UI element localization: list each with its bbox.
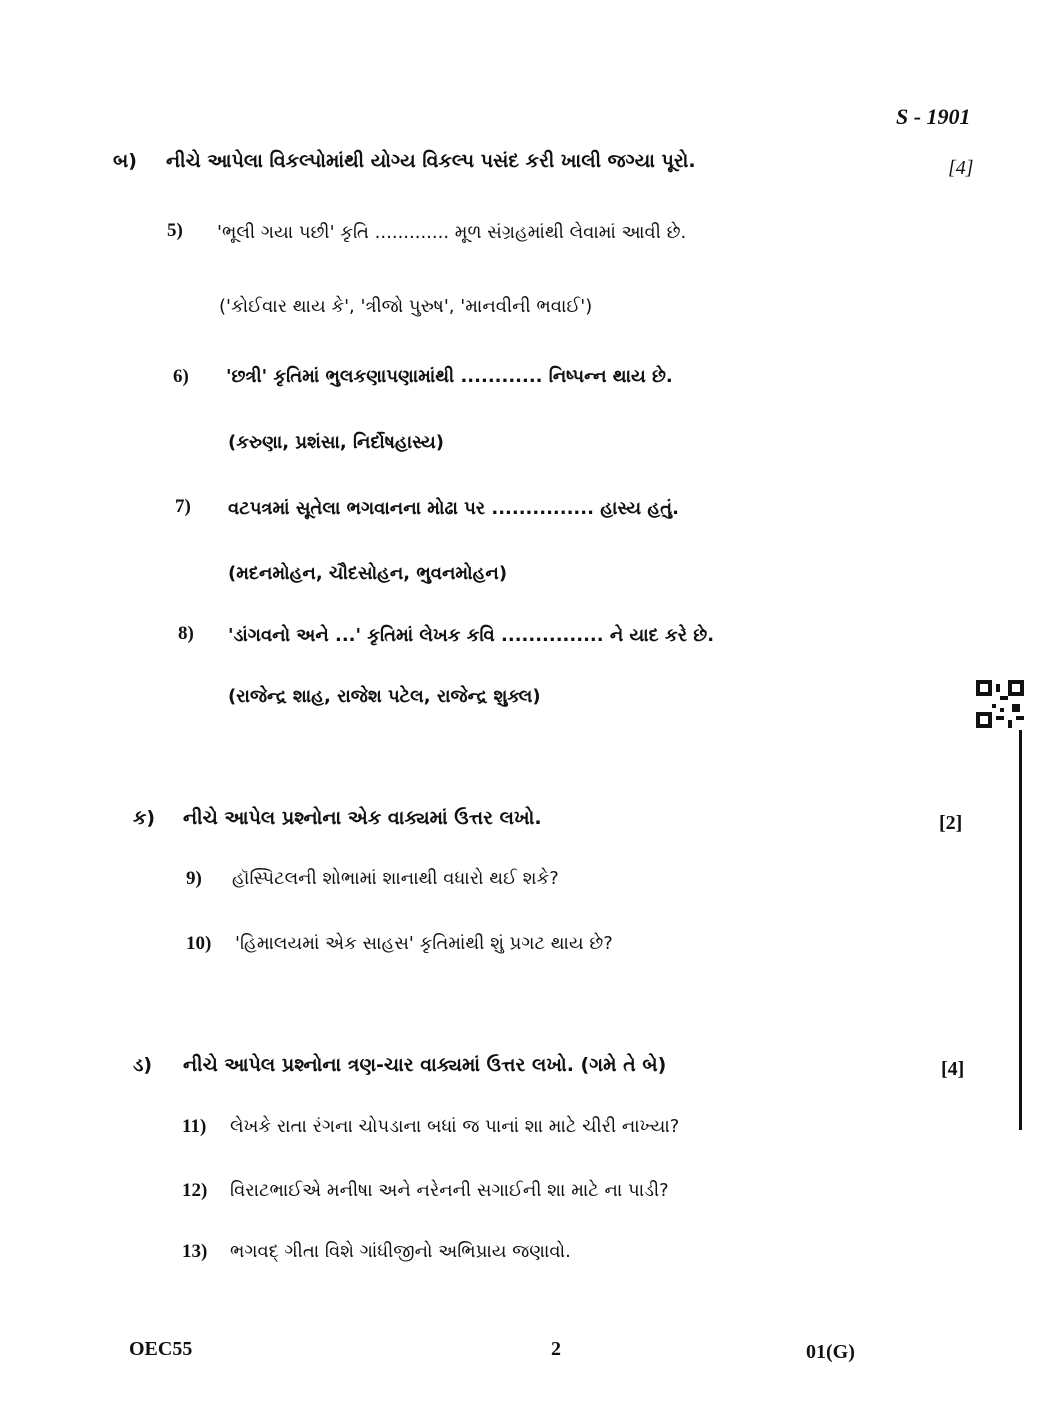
page-number: 2 bbox=[551, 1338, 561, 1360]
section-b-instruction: નીચે આપેલા વિકલ્પોમાંથી યોગ્ય વિકલ્પ પસંદ કરી ખાલી જગ્યા પૂરો. bbox=[166, 150, 696, 172]
paper-code: S - 1901 bbox=[896, 104, 971, 129]
question-text: 'ભૂલી ગયા પછી' કૃતિ ............. મૂળ સંગ્રહમાંથી લેવામાં આવી છે. bbox=[217, 222, 687, 243]
question-number: 10) bbox=[186, 933, 212, 954]
question-text: વટપત્રમાં સૂતેલા ભગવાનના મોઢા પર ............... હાસ્ય હતું. bbox=[228, 498, 679, 519]
section-d-marks: [4] bbox=[941, 1058, 965, 1080]
question-number: 13) bbox=[182, 1241, 208, 1262]
footer-left-code: OEC55 bbox=[129, 1338, 193, 1360]
footer-right-code: 01(G) bbox=[806, 1341, 855, 1363]
question-text: 'ડાંગવનો અને ...' કૃતિમાં લેખક કવિ ............... ને યાદ કરે છે. bbox=[228, 625, 715, 646]
question-number: 5) bbox=[167, 220, 183, 241]
question-text: હૉસ્પિટલની શોભામાં શાનાથી વધારો થઈ શકે? bbox=[232, 868, 559, 889]
qr-code-icon bbox=[976, 680, 1024, 728]
question-options: ('કોઈવાર થાય કે', 'ત્રીજો પુરુષ', 'માનવીની ભવાઈ') bbox=[219, 296, 593, 317]
question-number: 7) bbox=[175, 496, 191, 517]
question-number: 6) bbox=[173, 366, 189, 387]
section-k-marks: [2] bbox=[939, 812, 963, 834]
section-d-label: ડ) bbox=[133, 1054, 153, 1076]
section-b-marks: [4] bbox=[948, 157, 974, 179]
question-options: (રાજેન્દ્ર શાહ, રાજેશ પટેલ, રાજેન્દ્ર શુક્લ) bbox=[228, 686, 541, 707]
question-text: ભગવદ્ ગીતા વિશે ગાંધીજીનો અભિપ્રાય જણાવો. bbox=[230, 1241, 571, 1262]
question-number: 12) bbox=[182, 1180, 208, 1201]
question-text: વિરાટભાઈએ મનીષા અને નરેનની સગાઈની શા માટે ના પાડી? bbox=[230, 1180, 669, 1201]
question-number: 9) bbox=[186, 868, 202, 889]
question-text: લેખકે રાતા રંગના ચોપડાના બધાં જ પાનાં શા માટે ચીરી નાખ્યા? bbox=[230, 1116, 680, 1137]
question-number: 11) bbox=[182, 1116, 207, 1137]
question-options: (કરુણા, પ્રશંસા, નિર્દોષહાસ્ય) bbox=[228, 432, 445, 453]
question-text: 'હિમાલયમાં એક સાહસ' કૃતિમાંથી શું પ્રગટ થાય છે? bbox=[235, 933, 613, 954]
question-options: (મદનમોહન, ચૌદસોહન, ભુવનમોહન) bbox=[228, 563, 508, 584]
section-b-label: બ) bbox=[113, 150, 137, 172]
section-k-label: ક) bbox=[133, 807, 156, 829]
question-text: 'છત્રી' કૃતિમાં ભુલકણાપણામાંથી ............ નિષ્પન્ન થાય છે. bbox=[226, 366, 673, 387]
margin-scan-line bbox=[1019, 730, 1022, 1130]
section-d-instruction: નીચે આપેલ પ્રશ્નોના ત્રણ-ચાર વાક્યમાં ઉત્તર લખો. (ગમે તે બે) bbox=[183, 1054, 667, 1076]
section-k-instruction: નીચે આપેલ પ્રશ્નોના એક વાક્યમાં ઉત્તર લખો. bbox=[183, 807, 542, 829]
question-number: 8) bbox=[178, 623, 194, 644]
